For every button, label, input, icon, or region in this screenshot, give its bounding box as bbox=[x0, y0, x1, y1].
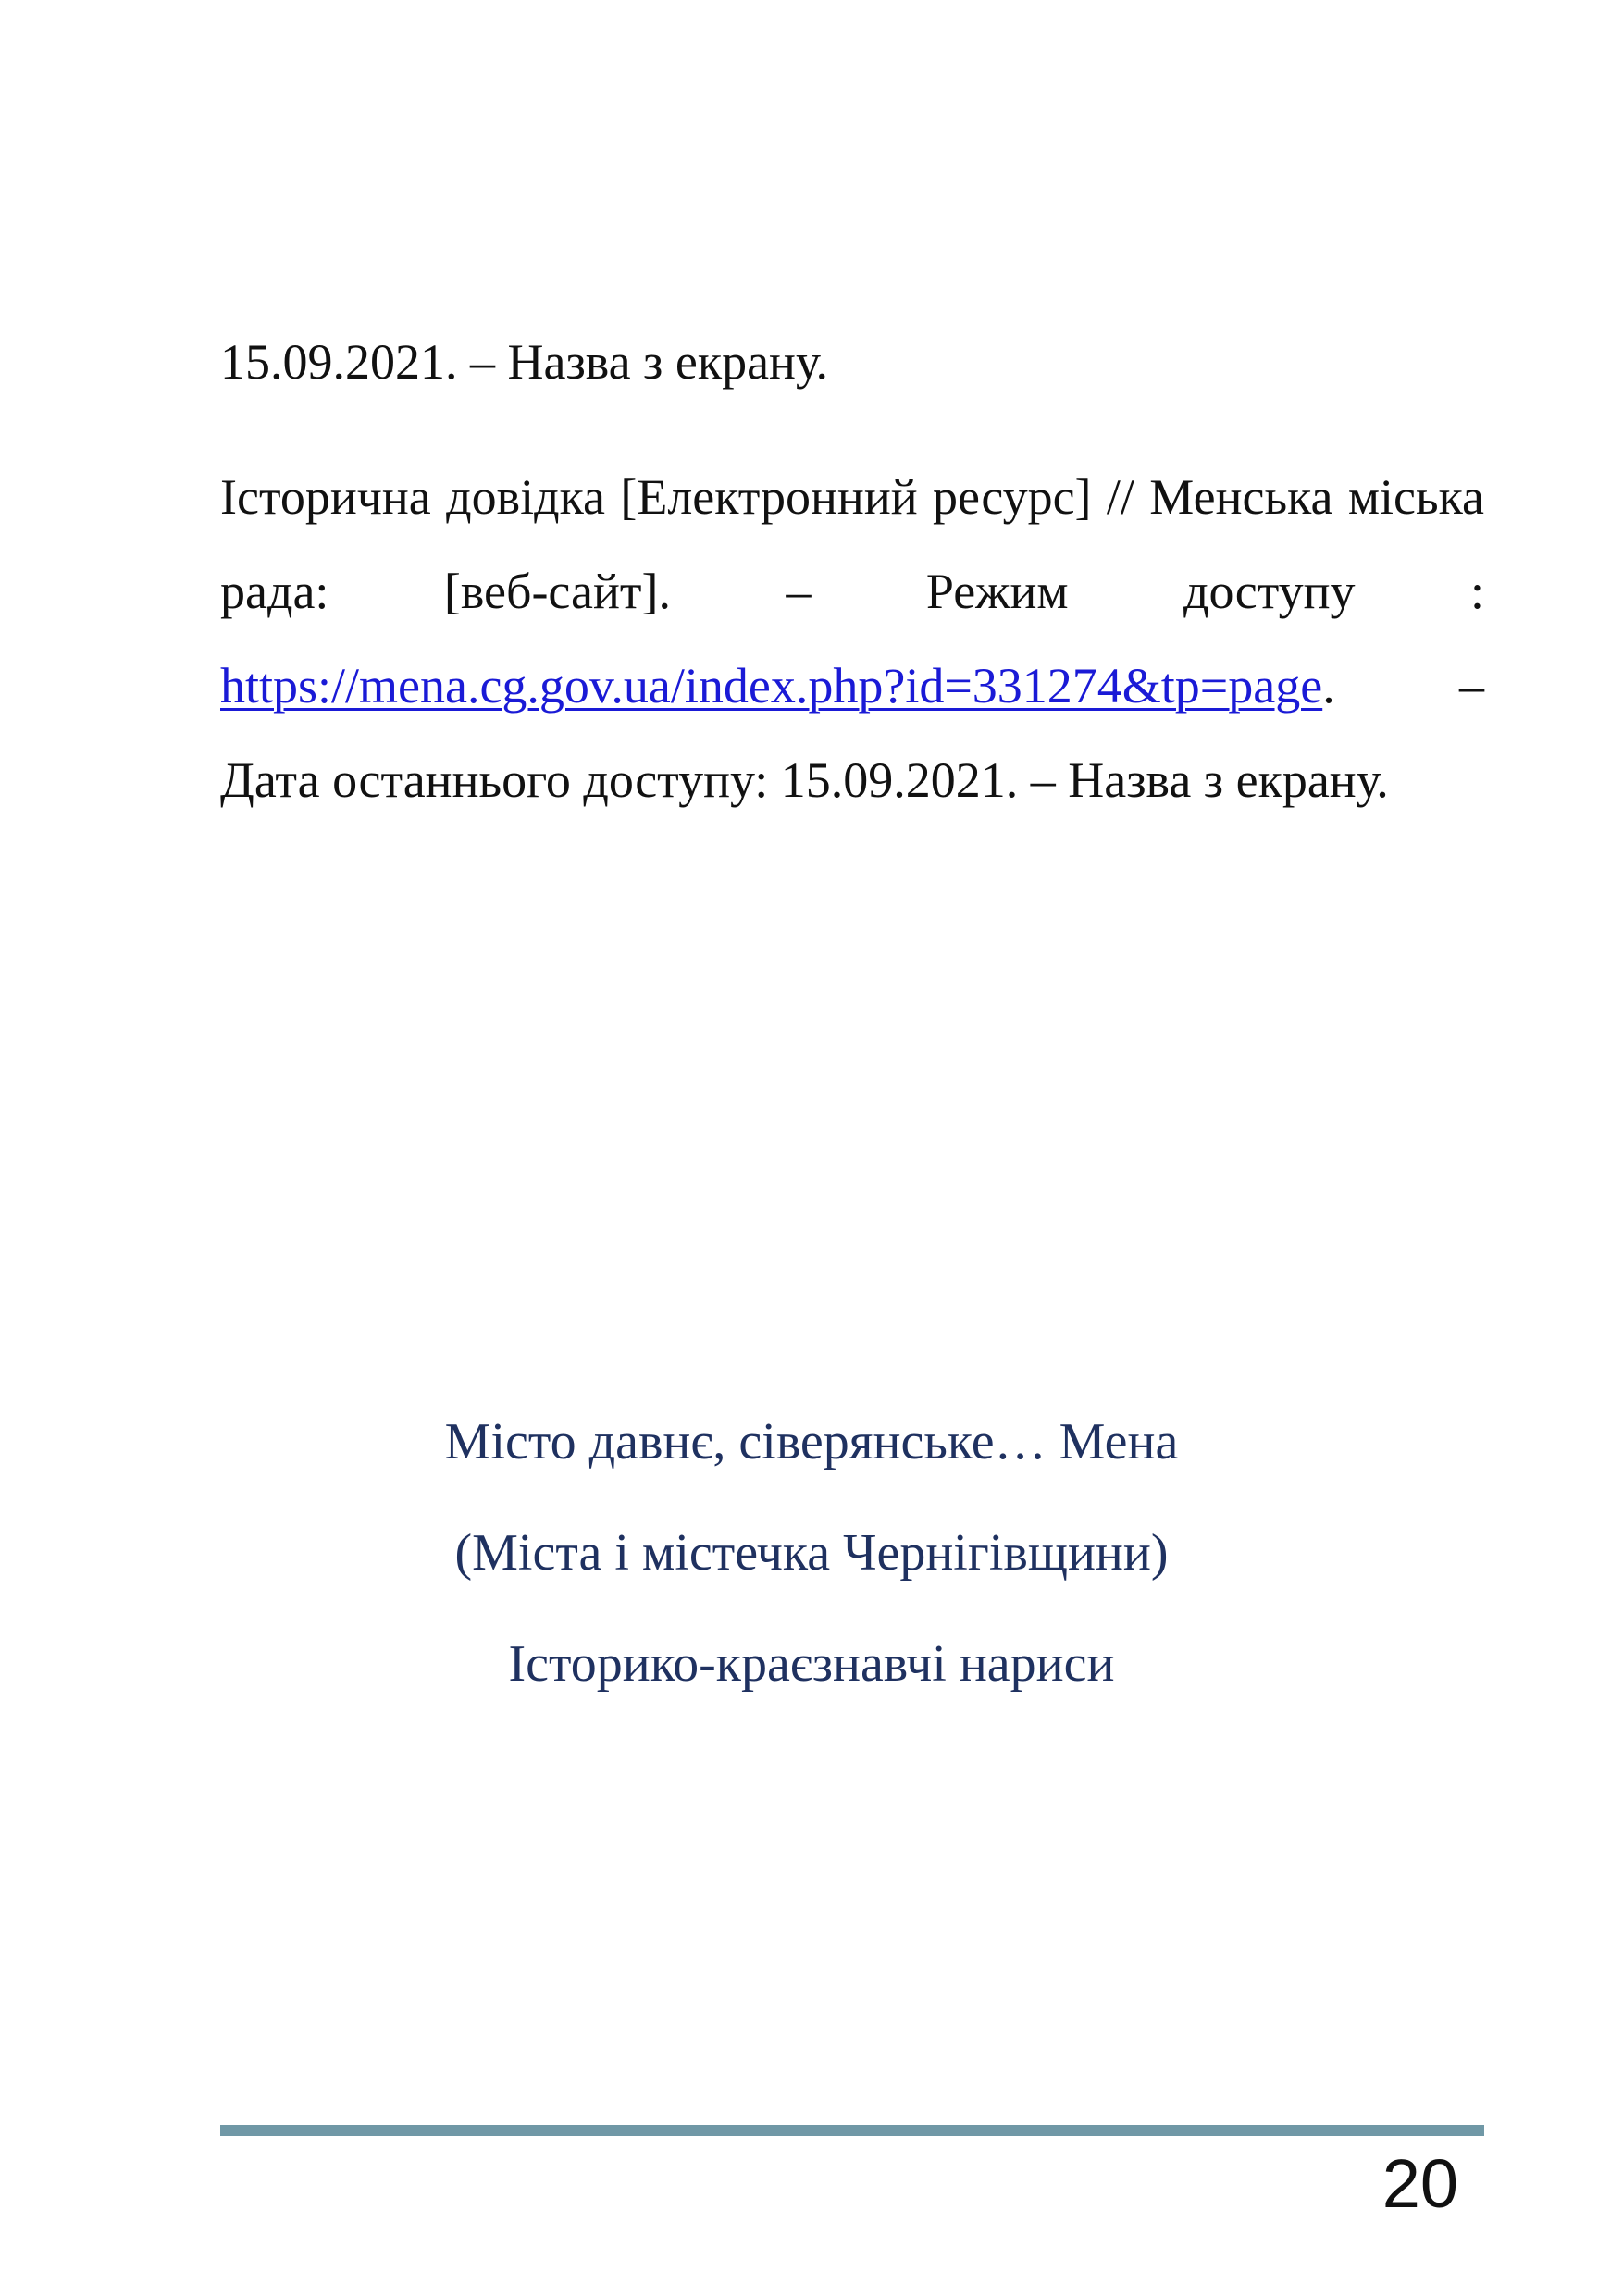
reference-text-before-link: Історична довідка [Електронний ресурс] // Менська міська рада: [веб-сайт]. – Режим доступу : bbox=[220, 469, 1484, 619]
book-title: Місто давнє, сіверянське… Мена bbox=[444, 1413, 1179, 1471]
reference-link[interactable]: https://mena.cg.gov.ua/index.php?id=331274&tp=page bbox=[220, 658, 1323, 714]
previous-reference-tail: 15.09.2021. – Назва з екрану. bbox=[220, 334, 829, 390]
page-number: 20 bbox=[1381, 2145, 1458, 2222]
book-series: (Міста і містечка Чернігівщини) bbox=[454, 1524, 1169, 1582]
reference-text-after-link: . – Дата останнього доступу: 15.09.2021. – Назва з екрану. bbox=[220, 658, 1484, 808]
footer-divider bbox=[220, 2125, 1484, 2136]
reference-entry bbox=[220, 450, 1484, 827]
book-subtitle: Історико-краєзнавчі нариси bbox=[508, 1635, 1115, 1693]
book-title-block bbox=[0, 1396, 1623, 1729]
